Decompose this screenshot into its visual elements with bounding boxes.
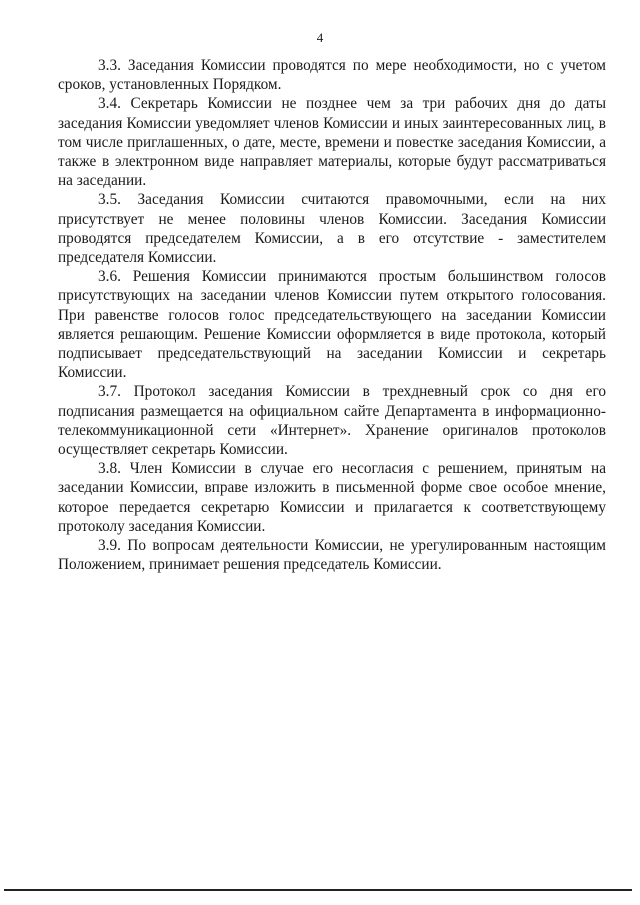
- paragraph-3-6: 3.6. Решения Комиссии принимаются простым большинством голосов присутствующих на заседании членов Комиссии путем открытого голосования. При равенстве голосов голос председательствующего на заседании Комиссии является решающим. Решение Комиссии оформляется в виде протокола, который подписывает председательствующий на заседании Комиссии и секретарь Комиссии.: [58, 268, 606, 382]
- document-body: [58, 56, 606, 574]
- paragraph-3-3: 3.3. Заседания Комиссии проводятся по мере необходимости, но с учетом сроков, установленных Порядком.: [58, 57, 606, 94]
- paragraph-3-8: 3.8. Член Комиссии в случае его несогласия с решением, принятым на заседании Комиссии, вправе изложить в письменной форме свое особое мнение, которое передается секретарю Комиссии и прилагается к соответствующему протоколу заседания Комиссии.: [58, 460, 606, 535]
- page-number: 4: [316, 30, 324, 45]
- paragraph-3-4: 3.4. Секретарь Комиссии не позднее чем за три рабочих дня до даты заседания Комиссии уведомляет членов Комиссии и иных заинтересованных лиц, в том числе приглашенных, о дате, месте, времени и повестке заседания Комиссии, а также в электронном виде направляет материалы, которые будут рассматриваться на заседании.: [58, 95, 606, 190]
- paragraph-3-7: 3.7. Протокол заседания Комиссии в трехдневный срок со дня его подписания размещается на официальном сайте Департамента в информационно-телекоммуникационной сети «Интернет». Хранение оригиналов протоколов осуществляет секретарь Комиссии.: [58, 383, 606, 459]
- paragraph-3-9: 3.9. По вопросам деятельности Комиссии, не урегулированным настоящим Положением, принимает решения председатель Комиссии.: [58, 537, 606, 574]
- paragraph-3-5: 3.5. Заседания Комиссии считаются правомочными, если на них присутствует не менее половины членов Комиссии. Заседания Комиссии проводятся председателем Комиссии, а в его отсутствие - заместителем председателя Комиссии.: [58, 191, 606, 267]
- page-bottom-divider: [4, 889, 632, 891]
